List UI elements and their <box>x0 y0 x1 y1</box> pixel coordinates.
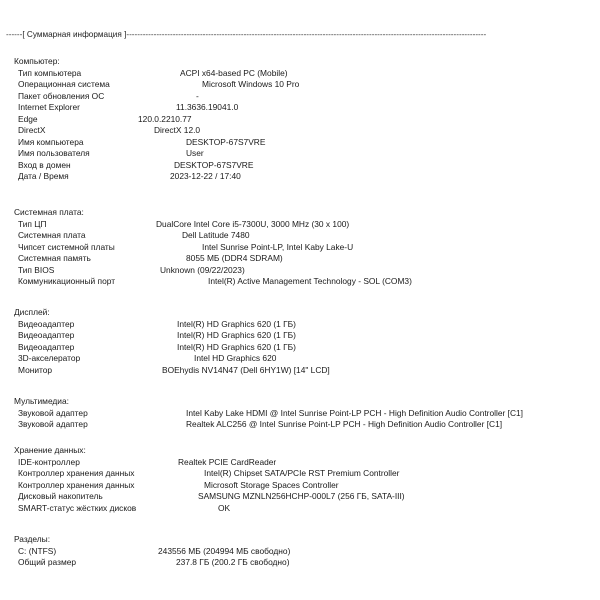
info-key: C: (NTFS) <box>18 545 57 556</box>
info-value: Microsoft Windows 10 Pro <box>202 79 300 89</box>
info-key: Пакет обновления ОС <box>18 90 105 101</box>
banner-left-dashes: ------ <box>6 30 23 39</box>
info-key: Дисковый накопитель <box>18 491 103 501</box>
info-value: Microsoft Storage Spaces Controller <box>204 479 339 490</box>
info-value: Intel(R) HD Graphics 620 (1 ГБ) <box>177 330 296 340</box>
banner-title: [ Суммарная информация ] <box>22 30 127 39</box>
info-value: Intel HD Graphics 620 <box>194 353 277 363</box>
info-key: Чипсет системной платы <box>18 241 115 252</box>
info-value: Intel Kaby Lake HDMI @ Intel Sunrise Point-LP PCH - High Definition Audio Controller [C1] <box>186 407 523 418</box>
section-title: Дисплей: <box>14 307 50 317</box>
info-key: Видеоадаптер <box>18 341 75 352</box>
info-key: Тип компьютера <box>18 67 82 78</box>
info-key: Операционная система <box>18 79 110 89</box>
info-key: Имя компьютера <box>18 136 84 147</box>
info-key: Видеоадаптер <box>18 330 75 340</box>
info-value: ACPI x64-based PC (Mobile) <box>180 67 288 78</box>
info-key: Тип BIOS <box>18 264 55 275</box>
info-value: 120.0.2210.77 <box>138 113 192 124</box>
info-key: SMART-статус жёстких дисков <box>18 502 137 513</box>
section-title: Хранение данных: <box>14 445 86 455</box>
info-value: - <box>196 90 199 101</box>
info-key: Дата / Время <box>18 171 69 181</box>
info-value: SAMSUNG MZNLN256HCHP-000L7 (256 ГБ, SATA-III) <box>198 491 405 501</box>
info-key: Системная плата <box>18 230 86 240</box>
section-title: Разделы: <box>14 534 51 544</box>
info-value: Intel(R) Active Management Technology - SOL (COM3) <box>208 276 412 286</box>
info-value: Intel(R) HD Graphics 620 (1 ГБ) <box>177 341 296 352</box>
info-value: DESKTOP-67S7VRE <box>186 136 266 147</box>
report-banner <box>6 30 486 39</box>
info-key: Звуковой адаптер <box>18 407 88 418</box>
info-key: Контроллер хранения данных <box>18 479 135 490</box>
info-key: Контроллер хранения данных <box>18 468 135 478</box>
info-value: 2023-12-22 / 17:40 <box>170 171 241 181</box>
info-key: Тип ЦП <box>18 218 47 229</box>
info-value: Realtek ALC256 @ Intel Sunrise Point-LP PCH - High Definition Audio Controller [C1] <box>186 419 503 429</box>
info-value: 8055 МБ (DDR4 SDRAM) <box>186 253 283 263</box>
info-key: Видеоадаптер <box>18 318 75 329</box>
info-value: OK <box>218 502 231 513</box>
info-key: Internet Explorer <box>18 102 80 112</box>
info-value: DualCore Intel Core i5-7300U, 3000 MHz (30 x 100) <box>156 218 350 229</box>
info-value: User <box>186 148 204 158</box>
info-key: IDE-контроллер <box>18 456 80 467</box>
info-key: Общий размер <box>18 557 77 567</box>
banner-right-dashes: ------------------------------------------------------------------------------------------------------------------------------------ <box>126 30 487 39</box>
info-key: 3D-акселератор <box>18 353 81 363</box>
info-value: Intel(R) Chipset SATA/PCIe RST Premium Controller <box>204 468 400 478</box>
section-title: Мультимедиа: <box>14 396 69 406</box>
info-key: Edge <box>18 113 38 124</box>
section-title: Компьютер: <box>14 56 60 66</box>
info-value: Realtek PCIE CardReader <box>178 456 277 467</box>
info-value: DESKTOP-67S7VRE <box>174 159 254 170</box>
info-value: Unknown (09/22/2023) <box>160 264 245 275</box>
info-value: DirectX 12.0 <box>154 125 201 135</box>
info-key: Звуковой адаптер <box>18 419 88 429</box>
info-key: Коммуникационный порт <box>18 276 116 286</box>
info-value: Dell Latitude 7480 <box>182 230 250 240</box>
info-value: 237.8 ГБ (200.2 ГБ свободно) <box>176 557 290 567</box>
info-key: Системная память <box>18 253 91 263</box>
info-value: Intel(R) HD Graphics 620 (1 ГБ) <box>177 318 296 329</box>
info-key: Имя пользователя <box>18 148 90 158</box>
info-value: BOEhydis NV14N47 (Dell 6HY1W) [14" LCD] <box>162 364 330 375</box>
info-key: Монитор <box>18 364 53 375</box>
info-value: Intel Sunrise Point-LP, Intel Kaby Lake-U <box>202 241 354 252</box>
info-value: 243556 МБ (204994 МБ свободно) <box>158 545 291 556</box>
info-key: Вход в домен <box>18 159 71 170</box>
info-value: 11.3636.19041.0 <box>176 102 239 112</box>
info-key: DirectX <box>18 125 46 135</box>
section-title: Системная плата: <box>14 207 84 217</box>
